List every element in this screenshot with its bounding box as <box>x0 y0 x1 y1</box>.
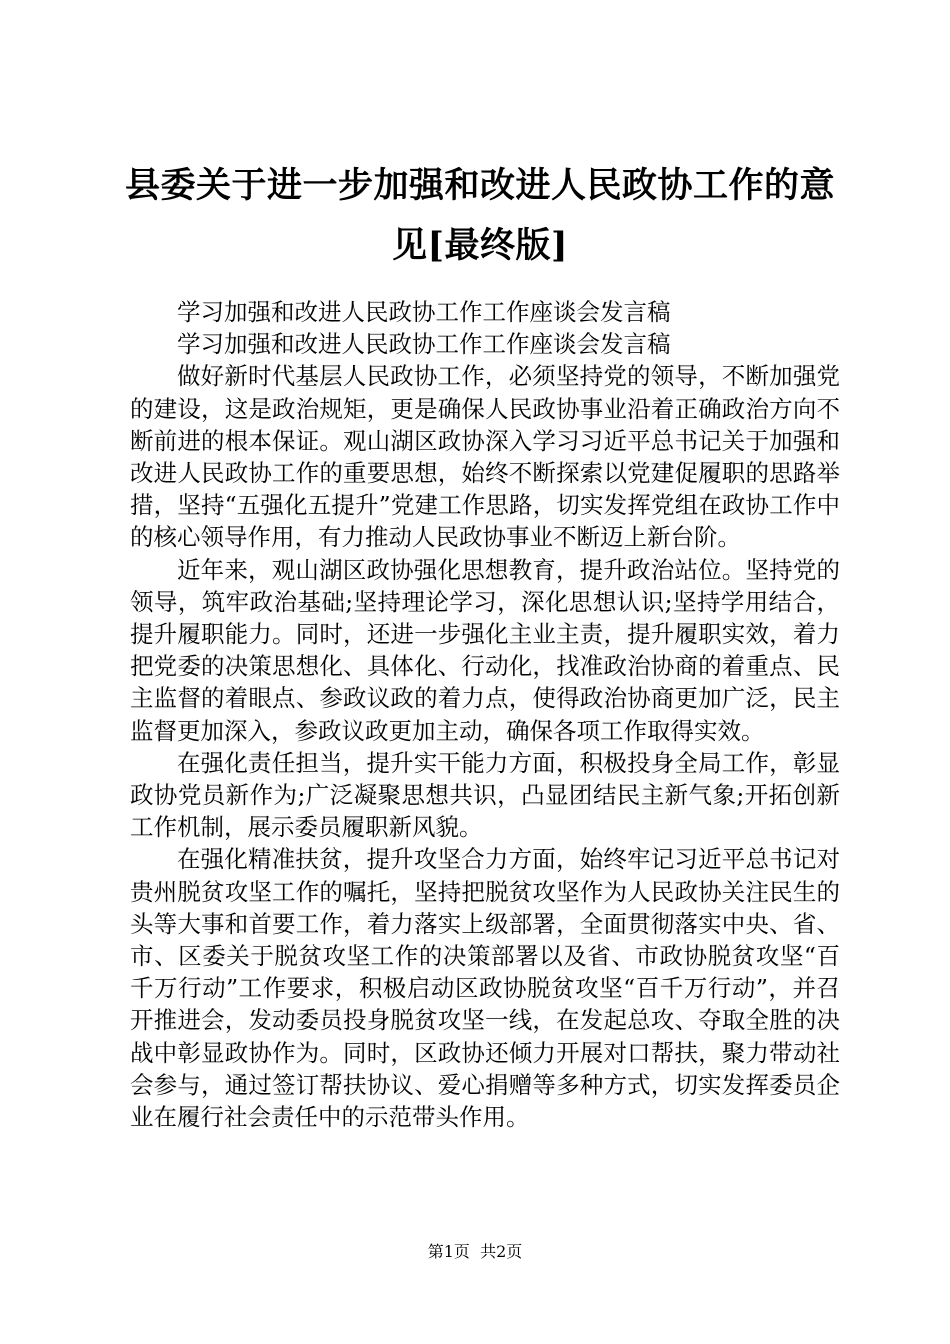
body-paragraph: 近年来，观山湖区政协强化思想教育，提升政治站位。坚持党的领导，筑牢政治基础;坚持理论学习，深化思想认识;坚持学用结合，提升履职能力。同时，还进一步强化主业主责，提升履职实效，着力把党委的决策思想化、具体化、行动化，找准政治协商的着重点、民主监督的着眼点、参政议政的着力点，使得政治协商更加广泛，民主监督更加深入，参政议政更加主动，确保各项工作取得实效。 <box>130 555 840 745</box>
page-footer <box>0 1242 950 1262</box>
document-title <box>120 156 840 276</box>
page-number: 第1页 共2页 <box>427 1242 523 1261</box>
title-line-1: 县委关于进一步加强和改进人民政协工作的意 <box>124 165 835 206</box>
body-paragraph: 做好新时代基层人民政协工作，必须坚持党的领导，不断加强党的建设，这是政治规矩，更是确保人民政协事业沿着正确政治方向不断前进的根本保证。观山湖区政协深入学习习近平总书记关于加强和改进人民政协工作的重要思想，始终不断探索以党建促履职的思路举措，坚持“五强化五提升”党建工作思路，切实发挥党组在政协工作中的核心领导作用，有力推动人民政协事业不断迈上新台阶。 <box>130 362 840 552</box>
document-body <box>130 296 840 1133</box>
body-paragraph: 在强化精准扶贫，提升攻坚合力方面，始终牢记习近平总书记对贵州脱贫攻坚工作的嘱托，坚持把脱贫攻坚作为人民政协关注民生的头等大事和首要工作，着力落实上级部署，全面贯彻落实中央、省、市、区委关于脱贫攻坚工作的决策部署以及省、市政协脱贫攻坚“百千万行动”工作要求，积极启动区政协脱贫攻坚“百千万行动”，并召开推进会，发动委员投身脱贫攻坚一线，在发起总攻、夺取全胜的决战中彰显政协作为。同时，区政协还倾力开展对口帮扶，聚力带动社会参与，通过签订帮扶协议、爱心捐赠等多种方式，切实发挥委员企业在履行社会责任中的示范带头作用。 <box>130 845 840 1132</box>
subtitle-line: 学习加强和改进人民政协工作工作座谈会发言稿 <box>177 298 671 326</box>
body-paragraph: 在强化责任担当，提升实干能力方面，积极投身全局工作，彰显政协党员新作为;广泛凝聚思想共识，凸显团结民主新气象;开拓创新工作机制，展示委员履职新风貌。 <box>130 748 840 842</box>
title-line-2: 见[最终版] <box>391 225 569 266</box>
subtitle-line: 学习加强和改进人民政协工作工作座谈会发言稿 <box>177 330 671 359</box>
